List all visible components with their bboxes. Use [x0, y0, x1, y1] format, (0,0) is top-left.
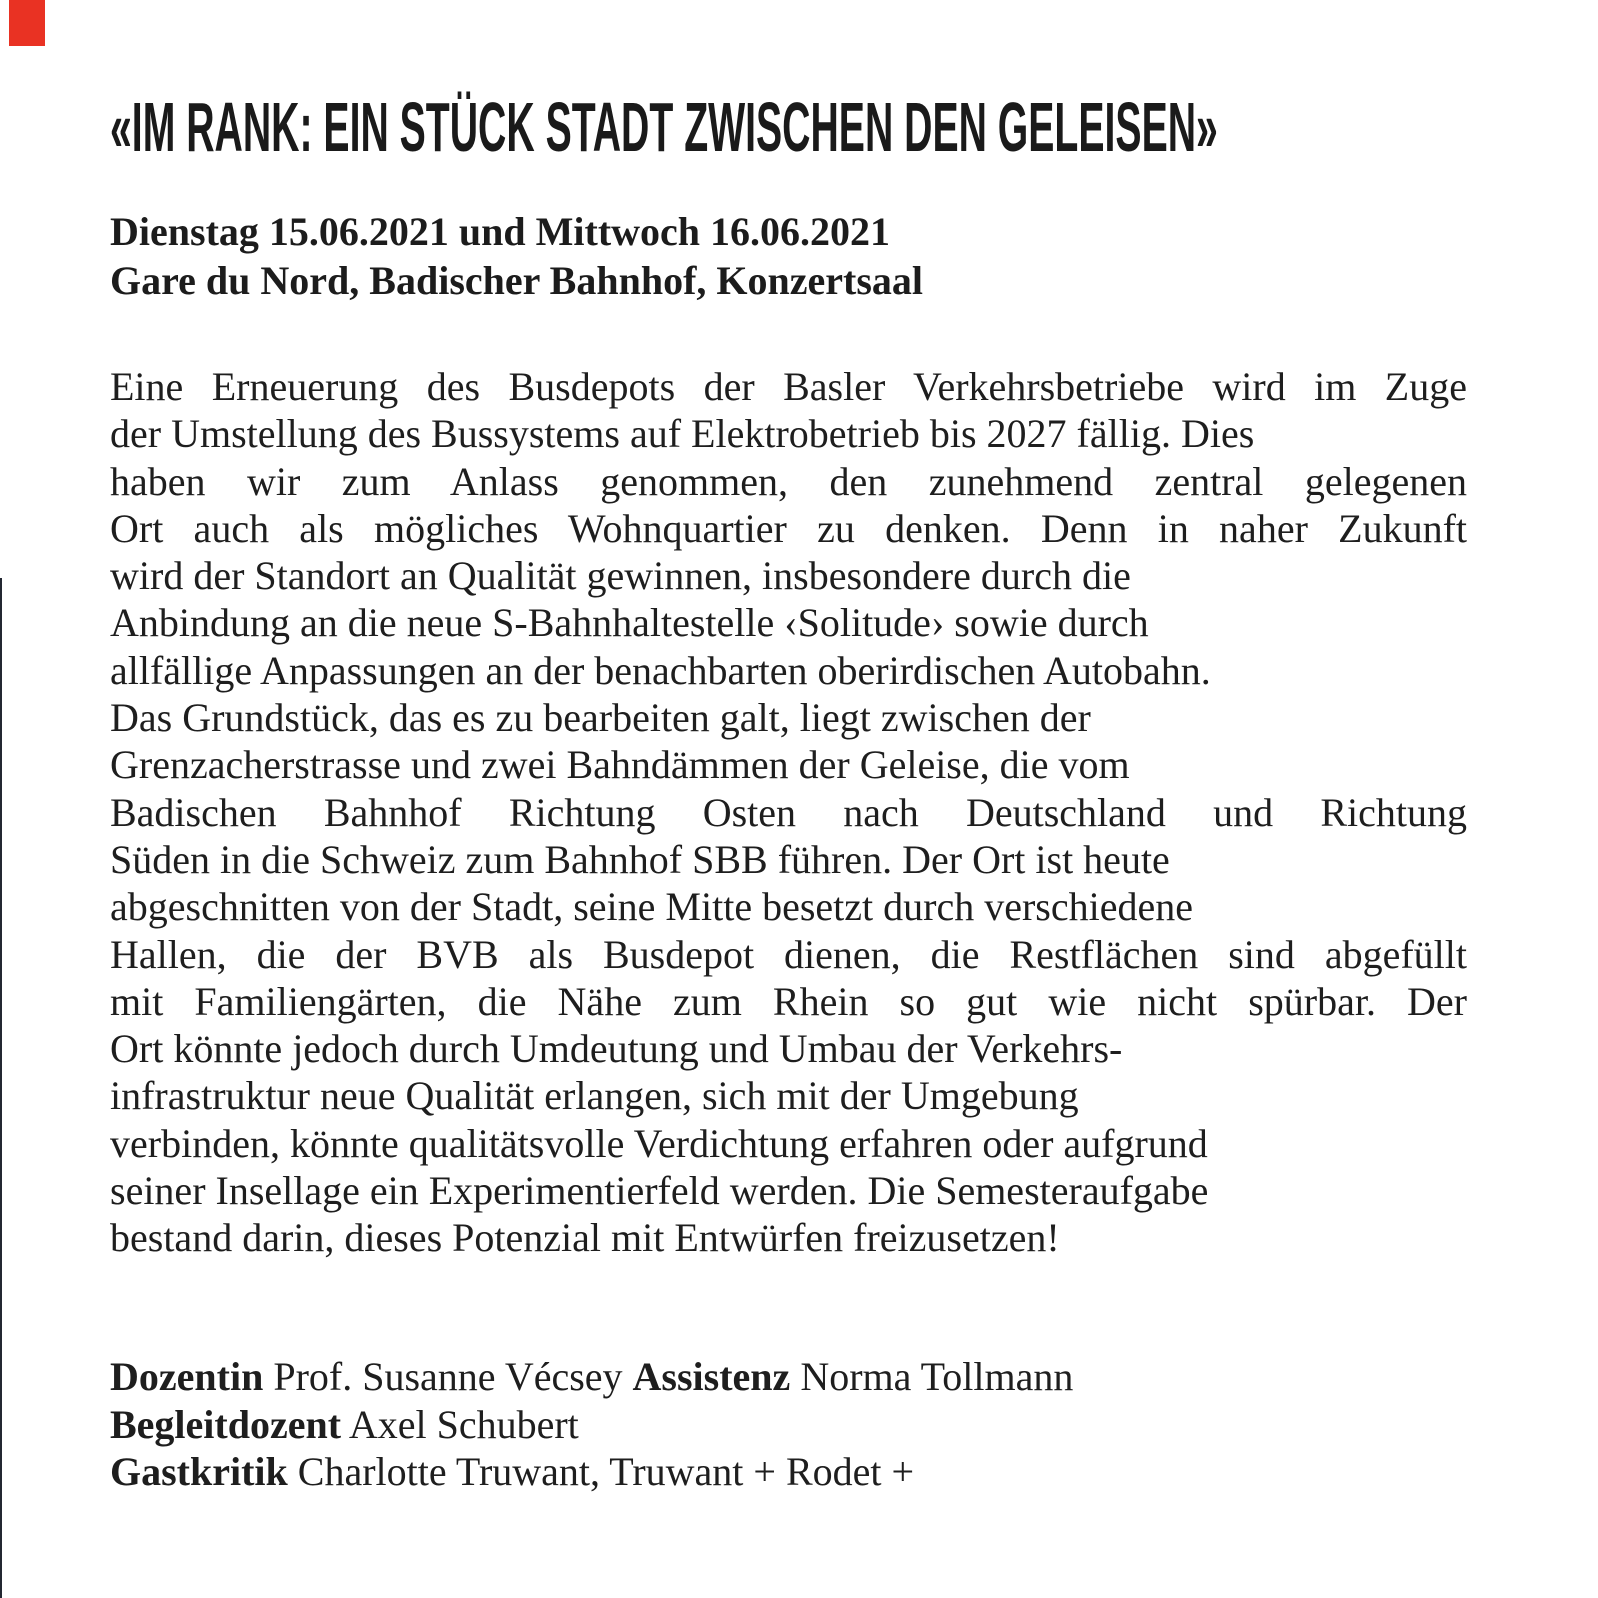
page-title: «IM RANK: EIN STÜCK STADT ZWISCHEN DEN GELEISEN» — [110, 88, 1218, 166]
body-paragraph — [110, 363, 1467, 1262]
credit-line-begleitdozent — [110, 1401, 1073, 1449]
red-corner-mark — [9, 0, 45, 46]
credits-block — [110, 1353, 1073, 1496]
credit-value: Charlotte Truwant, Truwant + Rodet + — [287, 1449, 915, 1495]
body-line: verbinden, könnte qualitätsvolle Verdichtung erfahren oder aufgrund — [110, 1120, 1208, 1166]
body-line: wird der Standort an Qualität gewinnen, insbesondere durch die — [110, 553, 1131, 599]
body-line: haben wir zum Anlass genommen, den zunehmend zentral gelegenen — [110, 458, 1467, 504]
event-location-line: Gare du Nord, Badischer Bahnhof, Konzertsaal — [110, 258, 924, 303]
body-line: der Umstellung des Bussystems auf Elektrobetrieb bis 2027 fällig. Dies — [110, 411, 1255, 457]
event-date-line: Dienstag 15.06.2021 und Mittwoch 16.06.2021 — [110, 209, 891, 254]
credit-value: Prof. Susanne Vécsey — [263, 1354, 633, 1399]
credit-label: Gastkritik — [110, 1449, 288, 1495]
body-line: bestand darin, dieses Potenzial mit Entwürfen freizusetzen! — [110, 1215, 1060, 1261]
body-line: Anbindung an die neue S-Bahnhaltestelle ‹Solitude› sowie durch — [110, 600, 1149, 646]
body-line: allfällige Anpassungen an der benachbarten oberirdischen Autobahn. — [110, 647, 1211, 693]
body-line: abgeschnitten von der Stadt, seine Mitte besetzt durch verschiedene — [110, 884, 1193, 930]
body-line: Ort auch als mögliches Wohnquartier zu denken. Denn in naher Zukunft — [110, 505, 1467, 551]
credit-label: Assistenz — [632, 1354, 791, 1399]
event-info — [110, 207, 923, 305]
credit-value: Axel Schubert — [341, 1401, 579, 1447]
credit-line-dozentin — [110, 1353, 1073, 1401]
body-line: Eine Erneuerung des Busdepots der Basler Verkehrsbetriebe wird im Zuge — [110, 364, 1467, 409]
body-line: Badischen Bahnhof Richtung Osten nach Deutschland und Richtung — [110, 789, 1467, 835]
body-line: seiner Insellage ein Experimentierfeld werden. Die Semesteraufgabe — [110, 1168, 1209, 1214]
body-line: Das Grundstück, das es zu bearbeiten galt, liegt zwischen der — [110, 695, 1091, 741]
body-line: infrastruktur neue Qualität erlangen, sich mit der Umgebung — [110, 1073, 1079, 1119]
body-line: Ort könnte jedoch durch Umdeutung und Umbau der Verkehrs- — [110, 1026, 1123, 1072]
body-line: Süden in die Schweiz zum Bahnhof SBB führen. Der Ort ist heute — [110, 836, 1170, 882]
credit-value: Norma Tollmann — [790, 1354, 1074, 1399]
left-edge-rule — [0, 578, 2, 1598]
body-line: Grenzacherstrasse und zwei Bahndämmen der Geleise, die vom — [110, 742, 1130, 788]
body-line: Hallen, die der BVB als Busdepot dienen, die Restflächen sind abgefüllt — [110, 931, 1467, 977]
credit-label: Begleitdozent — [110, 1401, 342, 1447]
body-line: mit Familiengärten, die Nähe zum Rhein so gut wie nicht spürbar. Der — [110, 978, 1467, 1024]
credit-label: Dozentin — [110, 1354, 264, 1399]
credit-line-gastkritik — [110, 1448, 1073, 1496]
